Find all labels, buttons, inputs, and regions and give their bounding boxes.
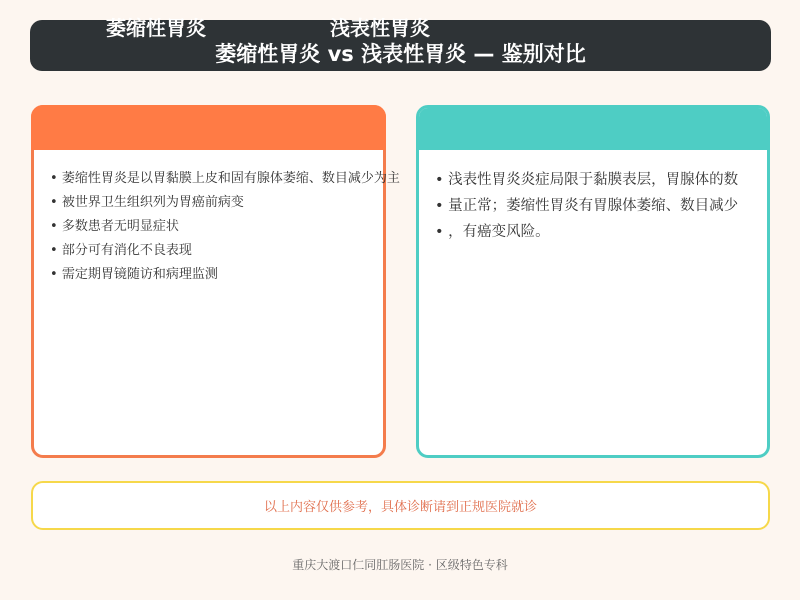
list-item: • 部分可有消化不良表现 (50, 239, 400, 263)
list-item: • 需定期胃镜随访和病理监测 (50, 263, 400, 287)
list-item: • 量正常；萎缩性胃炎有胃腺体萎缩、数目减少 (435, 193, 738, 219)
list-item: • 被世界卫生组织列为胃癌前病变 (50, 191, 400, 215)
atrophic-gastritis-panel (31, 105, 400, 458)
disclaimer-box (31, 481, 770, 530)
list-item: • 萎缩性胃炎是以胃黏膜上皮和固有腺体萎缩、数目减少为主 (50, 167, 400, 191)
atrophic-panel-title: 萎缩性胃炎 (106, 16, 206, 40)
superficial-panel-header (416, 105, 770, 150)
superficial-panel-title: 浅表性胃炎 (330, 16, 430, 40)
page-title: 萎缩性胃炎 vs 浅表性胃炎 — 鉴别对比 (215, 41, 586, 66)
list-item: • ，有癌变风险。 (435, 219, 738, 245)
atrophic-item-list (50, 167, 400, 287)
superficial-gastritis-panel (416, 105, 770, 458)
list-item: • 浅表性胃炎炎症局限于黏膜表层，胃腺体的数 (435, 167, 738, 193)
footer-text: 重庆大渡口仁同肛肠医院 · 区级特色专科 (292, 558, 508, 572)
superficial-item-list (435, 167, 738, 245)
disclaimer-text: 以上内容仅供参考，具体诊断请到正规医院就诊 (263, 500, 537, 515)
list-item: • 多数患者无明显症状 (50, 215, 400, 239)
atrophic-panel-header (31, 105, 386, 150)
